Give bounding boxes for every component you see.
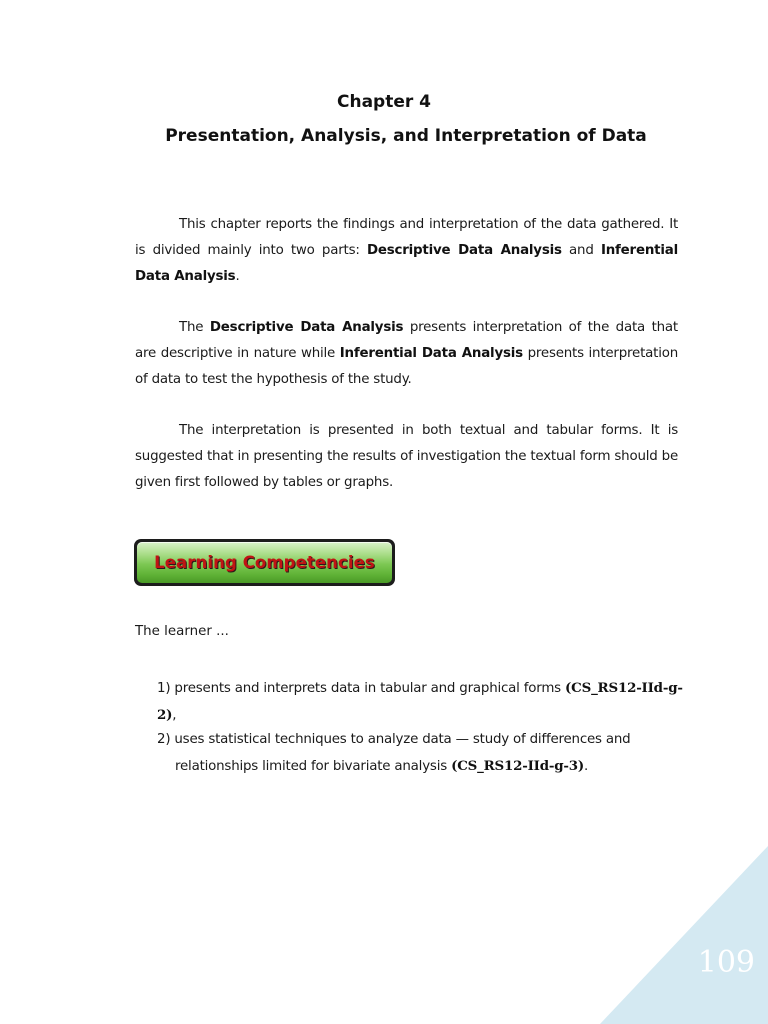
paragraph-text: and (561, 243, 601, 258)
paragraph-interpretation (135, 418, 678, 496)
item-number: 2) (157, 732, 171, 747)
page-number: 109 (697, 945, 755, 980)
item-text: uses statistical techniques to analyze data — study of differences and (170, 732, 631, 747)
bold-term: Inferential Data Analysis (135, 243, 678, 284)
item-suffix: . (584, 759, 589, 774)
corner-triangle-decoration (600, 846, 768, 1024)
item-text: presents and interprets data in tabular and graphical forms (170, 681, 565, 696)
paragraph-text: The (179, 320, 210, 335)
item-text: relationships limited for bivariate analysis (175, 759, 452, 774)
item-suffix: , (172, 708, 177, 723)
competency-item (157, 727, 697, 780)
paragraph-text: presents interpretation of the data that are descriptive in nature while (135, 320, 678, 361)
item-text-continued (157, 753, 697, 780)
paragraph-descriptive (135, 315, 678, 393)
corner-triangle-shape (600, 846, 768, 1024)
banner-fill (137, 542, 392, 583)
learning-competencies-banner (134, 539, 395, 586)
competency-item (157, 675, 697, 729)
bold-term: Descriptive Data Analysis (209, 320, 404, 335)
banner-label: Learning Competencies (154, 553, 375, 572)
paragraph-intro (135, 212, 678, 290)
competency-code: (CS_RS12-IId-g-2) (157, 680, 683, 723)
bold-term: Descriptive Data Analysis (366, 243, 562, 258)
learner-intro: The learner ... (135, 624, 229, 639)
competency-code: (CS_RS12-IId-g-3) (451, 758, 585, 774)
chapter-title: Presentation, Analysis, and Interpretation of Data (165, 126, 647, 146)
paragraph-text: presents interpretation of data to test the hypothesis of the study. (135, 346, 678, 387)
paragraph-text: . (235, 269, 240, 284)
bold-term: Inferential Data Analysis (339, 346, 523, 361)
item-number: 1) (157, 681, 171, 696)
paragraph-text: This chapter reports the findings and interpretation of the data gathered. It is divided mainly into two parts: (135, 217, 678, 258)
chapter-heading: Chapter 4 (336, 92, 431, 112)
paragraph-text: The interpretation is presented in both textual and tabular forms. It is suggested that in presenting the results of investigation the textual form should be given first followed by tables or graphs. (135, 423, 678, 490)
